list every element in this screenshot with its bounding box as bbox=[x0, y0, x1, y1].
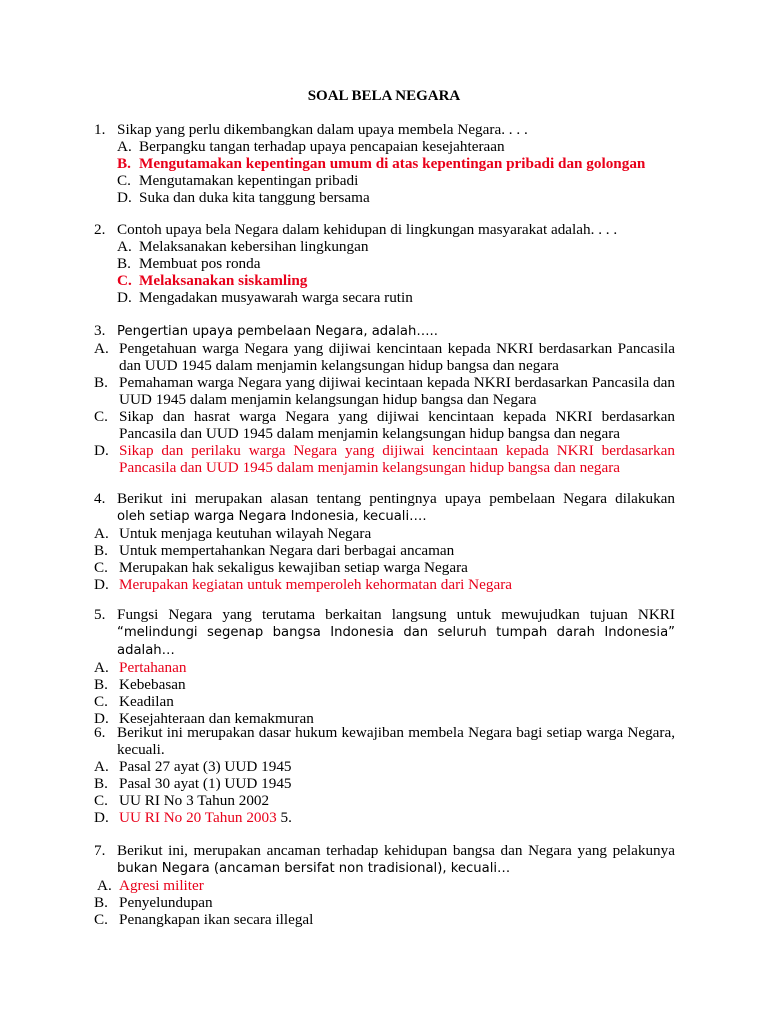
options-list bbox=[94, 525, 675, 593]
question-2 bbox=[94, 221, 675, 306]
option-c: C. Keadilan bbox=[94, 693, 174, 710]
option-b: B. Pemahaman warga Negara yang dijiwai kecintaan kepada NKRI berdasarkan Pancasila dan UUD 1945 dalam menjamin kelangsungan hidup bangsa dan Negara bbox=[94, 374, 675, 408]
option-a: A. Untuk menjaga keutuhan wilayah Negara bbox=[94, 525, 372, 542]
option-c: C. Sikap dan hasrat warga Negara yang dijiwai kencintaan kepada NKRI berdasarkan Pancasila dan UUD 1945 dalam menjamin kelangsungan hidup bangsa dan negara bbox=[94, 408, 675, 442]
option-b: B. Kebebasan bbox=[94, 676, 186, 693]
document-title: SOAL BELA NEGARA bbox=[307, 88, 461, 104]
question-stem: 5. Fungsi Negara yang terutama berkaitan langsung untuk mewujudkan tujuan NKRI “melindungi segenap bangsa Indonesia dan seluruh tumpah darah Indonesia” adalah… bbox=[94, 606, 675, 658]
question-stem: 2. Contoh upaya bela Negara dalam kehidupan di lingkungan masyarakat adalah. . . . bbox=[94, 221, 618, 238]
option-d-correct: D. Merupakan kegiatan untuk memperoleh kehormatan dari Negara bbox=[94, 576, 513, 593]
option-b: B. Pasal 30 ayat (1) UUD 1945 bbox=[94, 775, 292, 792]
option-d: D. Suka dan duka kita tanggung bersama bbox=[117, 189, 370, 206]
option-c: C. Merupakan hak sekaligus kewajiban setiap warga Negara bbox=[94, 559, 468, 576]
option-b: B. Untuk mempertahankan Negara dari berbagai ancaman bbox=[94, 542, 455, 559]
options-list bbox=[94, 758, 675, 826]
option-c: C. Penangkapan ikan secara illegal bbox=[94, 911, 314, 928]
options-list bbox=[94, 340, 675, 476]
options-list bbox=[94, 877, 675, 928]
options-list bbox=[94, 659, 675, 727]
option-a: A. Berpangku tangan terhadap upaya pencapaian kesejahteraan bbox=[117, 138, 505, 155]
option-c: C. UU RI No 3 Tahun 2002 bbox=[94, 792, 270, 809]
option-c: C. Mengutamakan kepentingan pribadi bbox=[117, 172, 359, 189]
option-b: B. Penyelundupan bbox=[94, 894, 213, 911]
option-a-correct: A. Pertahanan bbox=[94, 659, 187, 676]
option-b: B. Membuat pos ronda bbox=[117, 255, 261, 272]
option-d: D. Mengadakan musyawarah warga secara rutin bbox=[117, 289, 413, 306]
option-b-correct: B. Mengutamakan kepentingan umum di atas kepentingan pribadi dan golongan bbox=[117, 155, 646, 172]
option-a: A. Pengetahuan warga Negara yang dijiwai kencintaan kepada NKRI berdasarkan Pancasila dan UUD 1945 dalam menjamin kelangsungan hidup bangsa dan negara bbox=[94, 340, 675, 374]
question-4 bbox=[94, 490, 675, 593]
options-list bbox=[117, 238, 675, 306]
option-d-correct: D. Sikap dan perilaku warga Negara yang dijiwai kencintaan kepada NKRI berdasarkan Pancasila dan UUD 1945 dalam menjamin kelangsungan hidup bangsa dan negara bbox=[94, 442, 675, 476]
question-stem: 7. Berikut ini, merupakan ancaman terhadap kehidupan bangsa dan Negara yang pelakunya bukan Negara (ancaman bersifat non tradisional), kecuali… bbox=[94, 842, 675, 876]
option-c-correct: C. Melaksanakan siskamling bbox=[117, 272, 308, 289]
option-a: A. Pasal 27 ayat (3) UUD 1945 bbox=[94, 758, 292, 775]
question-7 bbox=[94, 842, 675, 928]
question-3 bbox=[94, 322, 675, 476]
question-stem: 3. Pengertian upaya pembelaan Negara, adalah….. bbox=[94, 322, 438, 339]
option-d-correct: D. UU RI No 20 Tahun 2003 5. bbox=[94, 809, 292, 826]
question-stem: 4. Berikut ini merupakan alasan tentang pentingnya upaya pembelaan Negara dilakukan oleh setiap warga Negara Indonesia, kecuali…. bbox=[94, 490, 675, 524]
option-a: A. Melaksanakan kebersihan lingkungan bbox=[117, 238, 369, 255]
question-stem: 1. Sikap yang perlu dikembangkan dalam upaya membela Negara. . . . bbox=[94, 121, 528, 138]
question-stem: 6. Berikut ini merupakan dasar hukum kewajiban membela Negara bagi setiap warga Negara, kecuali. bbox=[94, 724, 675, 758]
options-list bbox=[117, 138, 675, 206]
question-5 bbox=[94, 606, 675, 727]
question-1 bbox=[94, 121, 675, 206]
option-a-correct: A. Agresi militer bbox=[97, 877, 204, 894]
option-d: D. Kesejahteraan dan kemakmuran bbox=[94, 710, 314, 727]
question-6 bbox=[94, 724, 675, 826]
